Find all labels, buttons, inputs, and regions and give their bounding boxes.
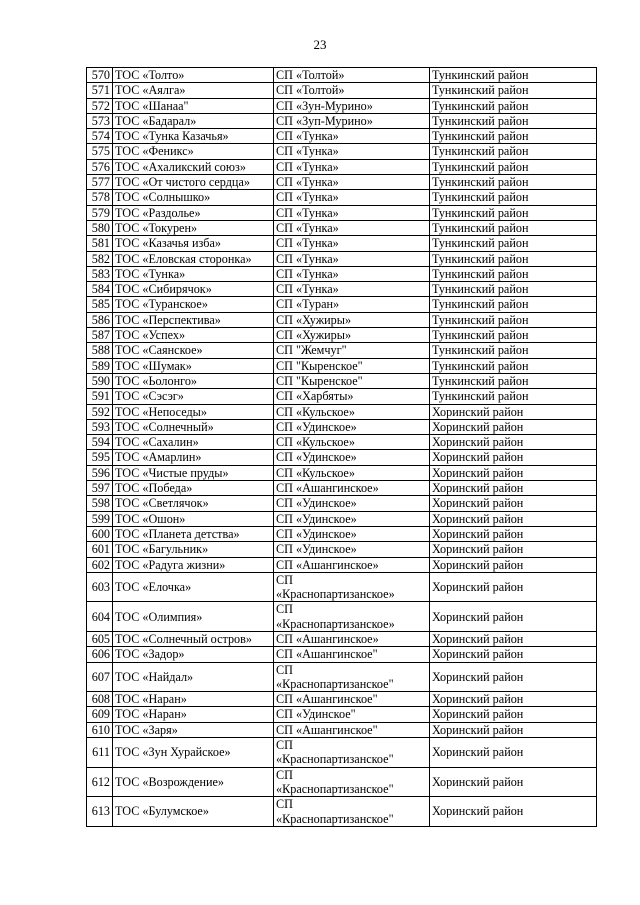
table-row: [87, 328, 597, 343]
row-number: 603: [87, 572, 113, 602]
settlement-name-line: СП «Хужиры»: [276, 312, 352, 327]
tos-name: ТОС «Победа»: [113, 481, 274, 496]
row-number: 597: [87, 481, 113, 496]
tos-name: ТОС «Амарлин»: [113, 450, 274, 465]
table-row: [87, 481, 597, 496]
tos-name: ТОС «Радуга жизни»: [113, 557, 274, 572]
district-name: Хоринский район: [430, 722, 597, 737]
tos-name: ТОС «Туранское»: [113, 297, 274, 312]
table-row: [87, 144, 597, 159]
settlement-name: [274, 205, 430, 220]
settlement-name-line: СП «Тунка»: [276, 129, 339, 144]
settlement-name: [274, 266, 430, 281]
row-number: 613: [87, 797, 113, 827]
tos-name: ТОС «Наран»: [113, 692, 274, 707]
settlement-name: [274, 738, 430, 768]
settlement-name: [274, 526, 430, 541]
settlement-name-line: СП «Тунка»: [276, 266, 339, 281]
settlement-name: [274, 98, 430, 113]
district-name: Хоринский район: [430, 542, 597, 557]
tos-name: ТОС «Булумское»: [113, 797, 274, 827]
settlement-name: [274, 297, 430, 312]
row-number: 611: [87, 738, 113, 768]
settlement-name-line: СП «Удинское": [276, 707, 356, 722]
settlement-name: [274, 450, 430, 465]
district-name: Хоринский район: [430, 435, 597, 450]
settlement-name: [274, 175, 430, 190]
tos-name: ТОС «Найдал»: [113, 662, 274, 692]
settlement-name-line: СП: [276, 738, 293, 753]
district-name: Тункинский район: [430, 297, 597, 312]
row-number: 604: [87, 602, 113, 632]
district-name: Тункинский район: [430, 373, 597, 388]
district-name: Хоринский район: [430, 738, 597, 768]
settlement-name: [274, 557, 430, 572]
settlement-name: [274, 496, 430, 511]
row-number: 607: [87, 662, 113, 692]
tos-name: ТОС «Заря»: [113, 722, 274, 737]
settlement-name-line: СП "Кыренское": [276, 358, 363, 373]
row-number: 601: [87, 542, 113, 557]
table-row: [87, 358, 597, 373]
settlement-name-line: СП «Удинское»: [276, 511, 357, 526]
settlement-name: [274, 220, 430, 235]
tos-name: ТОС «Сэсэг»: [113, 389, 274, 404]
row-number: 610: [87, 722, 113, 737]
tos-name: ТОС «Олимпия»: [113, 602, 274, 632]
tos-name: ТОС «Казачья изба»: [113, 236, 274, 251]
district-name: Тункинский район: [430, 175, 597, 190]
tos-name: ТОС «Возрождение»: [113, 767, 274, 797]
district-name: Тункинский район: [430, 190, 597, 205]
table-row: [87, 707, 597, 722]
tos-name: ТОС «Тунка»: [113, 266, 274, 281]
district-name: Хоринский район: [430, 496, 597, 511]
settlement-name-line: «Краснопартизанское»: [276, 616, 395, 631]
district-name: Хоринский район: [430, 526, 597, 541]
district-name: Хоринский район: [430, 572, 597, 602]
settlement-name: [274, 113, 430, 128]
table-row: [87, 175, 597, 190]
row-number: 586: [87, 312, 113, 327]
settlement-name-line: СП «Зун-Мурино»: [276, 98, 373, 113]
settlement-name: [274, 190, 430, 205]
tos-name: ТОС «Солнечный»: [113, 419, 274, 434]
row-number: 596: [87, 465, 113, 480]
table-body: [87, 68, 597, 827]
settlement-name-line: «Краснопартизанское": [276, 752, 394, 767]
tos-name: ТОС «Елочка»: [113, 572, 274, 602]
settlement-name-line: СП «Харбяты»: [276, 389, 354, 404]
table-row: [87, 767, 597, 797]
table-row: [87, 496, 597, 511]
settlement-name: [274, 328, 430, 343]
row-number: 574: [87, 129, 113, 144]
row-number: 592: [87, 404, 113, 419]
table-row: [87, 542, 597, 557]
table-row: [87, 282, 597, 297]
district-name: Тункинский район: [430, 68, 597, 83]
table-row: [87, 738, 597, 768]
settlement-name-line: СП: [276, 602, 293, 617]
settlement-name: [274, 389, 430, 404]
settlement-name-line: «Краснопартизанское": [276, 676, 394, 691]
settlement-name: [274, 144, 430, 159]
district-name: Хоринский район: [430, 404, 597, 419]
row-number: 594: [87, 435, 113, 450]
table-row: [87, 526, 597, 541]
settlement-name: [274, 68, 430, 83]
district-name: Тункинский район: [430, 266, 597, 281]
tos-name: ТОС «Чистые пруды»: [113, 465, 274, 480]
settlement-name-line: СП «Кульское»: [276, 465, 355, 480]
tos-name: ТОС «Перспектива»: [113, 312, 274, 327]
settlement-name-line: «Краснопартизанское": [276, 781, 394, 796]
district-name: Хоринский район: [430, 692, 597, 707]
tos-name: ТОС «Раздолье»: [113, 205, 274, 220]
row-number: 575: [87, 144, 113, 159]
district-name: Тункинский район: [430, 358, 597, 373]
settlement-name-line: СП "Кыренское": [276, 373, 363, 388]
district-name: Тункинский район: [430, 205, 597, 220]
settlement-name: [274, 404, 430, 419]
row-number: 587: [87, 328, 113, 343]
row-number: 581: [87, 236, 113, 251]
district-name: Тункинский район: [430, 98, 597, 113]
district-name: Тункинский район: [430, 312, 597, 327]
row-number: 591: [87, 389, 113, 404]
table-row: [87, 251, 597, 266]
table-row: [87, 68, 597, 83]
table-row: [87, 572, 597, 602]
settlement-name-line: СП «Зуп-Мурино»: [276, 113, 373, 128]
settlement-name-line: СП: [276, 767, 293, 782]
row-number: 593: [87, 419, 113, 434]
settlement-name-line: СП "Жемчуг": [276, 343, 347, 358]
settlement-name: [274, 542, 430, 557]
settlement-name-line: СП «Тунка»: [276, 159, 339, 174]
tos-name: ТОС «Еловская сторонка»: [113, 251, 274, 266]
settlement-name-line: СП «Туран»: [276, 297, 340, 312]
settlement-name: [274, 312, 430, 327]
settlement-name-line: СП: [276, 662, 293, 677]
row-number: 576: [87, 159, 113, 174]
table-row: [87, 190, 597, 205]
page-number: 23: [313, 37, 327, 52]
district-name: Тункинский район: [430, 251, 597, 266]
row-number: 612: [87, 767, 113, 797]
district-name: Тункинский район: [430, 389, 597, 404]
settlement-name: [274, 481, 430, 496]
tos-name: ТОС «Тунка Казачья»: [113, 129, 274, 144]
settlement-name-line: СП «Тунка»: [276, 190, 339, 205]
settlement-name-line: СП «Ашангинское": [276, 647, 378, 662]
district-name: Хоринский район: [430, 511, 597, 526]
table-row: [87, 220, 597, 235]
table-row: [87, 662, 597, 692]
settlement-name-line: СП «Тунка»: [276, 144, 339, 159]
table-row: [87, 83, 597, 98]
table-row: [87, 557, 597, 572]
settlement-name: [274, 647, 430, 662]
settlement-name-line: СП «Ашангинское»: [276, 481, 379, 496]
row-number: 583: [87, 266, 113, 281]
table-row: [87, 602, 597, 632]
settlement-name-line: «Краснопартизанское": [276, 811, 394, 826]
settlement-name-line: СП «Тунка»: [276, 251, 339, 266]
settlement-name: [274, 282, 430, 297]
district-name: Хоринский район: [430, 707, 597, 722]
tos-name: ТОС «Сахалин»: [113, 435, 274, 450]
tos-name: ТОС «Токурен»: [113, 220, 274, 235]
settlement-name: [274, 631, 430, 646]
settlement-name-line: СП «Тунка»: [276, 205, 339, 220]
settlement-name: [274, 83, 430, 98]
district-name: Хоринский район: [430, 557, 597, 572]
settlement-name: [274, 419, 430, 434]
district-name: Хоринский район: [430, 647, 597, 662]
row-number: 609: [87, 707, 113, 722]
tos-name: ТОС «Багульник»: [113, 542, 274, 557]
district-name: Хоринский район: [430, 419, 597, 434]
district-name: Тункинский район: [430, 83, 597, 98]
settlement-name-line: СП «Кульское»: [276, 435, 355, 450]
table-row: [87, 98, 597, 113]
table-row: [87, 435, 597, 450]
settlement-name-line: СП «Хужиры»: [276, 328, 352, 343]
settlement-name-line: СП «Ашангинское»: [276, 631, 379, 646]
settlement-name: [274, 767, 430, 797]
settlement-name: [274, 662, 430, 692]
table-row: [87, 389, 597, 404]
district-name: Хоринский район: [430, 797, 597, 827]
tos-name: ТОС «Зун Хурайское»: [113, 738, 274, 768]
tos-name: ТОС «Бадарал»: [113, 113, 274, 128]
table-row: [87, 511, 597, 526]
table-row: [87, 692, 597, 707]
row-number: 590: [87, 373, 113, 388]
table-row: [87, 647, 597, 662]
table-row: [87, 205, 597, 220]
settlement-name: [274, 692, 430, 707]
settlement-name: [274, 797, 430, 827]
tos-name: ТОС «От чистого сердца»: [113, 175, 274, 190]
tos-name: ТОС «Солнышко»: [113, 190, 274, 205]
table-row: [87, 343, 597, 358]
settlement-name-line: СП «Кульское»: [276, 404, 355, 419]
settlement-name: [274, 511, 430, 526]
table-row: [87, 297, 597, 312]
settlement-name-line: СП: [276, 572, 293, 587]
tos-name: ТОС «Наран»: [113, 707, 274, 722]
settlement-name: [274, 602, 430, 632]
row-number: 605: [87, 631, 113, 646]
settlement-name-line: СП «Удинское»: [276, 542, 357, 557]
tos-name: ТОС «Солнечный остров»: [113, 631, 274, 646]
table-row: [87, 236, 597, 251]
settlement-name: [274, 129, 430, 144]
row-number: 585: [87, 297, 113, 312]
tos-name: ТОС «Шумак»: [113, 358, 274, 373]
settlement-name-line: СП «Удинское»: [276, 496, 357, 511]
settlement-name-line: «Краснопартизанское»: [276, 587, 395, 602]
table-row: [87, 312, 597, 327]
district-name: Тункинский район: [430, 144, 597, 159]
settlement-name-line: СП «Толтой»: [276, 68, 345, 82]
settlement-name-line: СП «Тунка»: [276, 220, 339, 235]
settlement-name-line: СП «Ашангинское»: [276, 557, 379, 572]
settlement-name-line: СП «Тунка»: [276, 175, 339, 190]
district-name: Хоринский район: [430, 481, 597, 496]
row-number: 570: [87, 68, 113, 83]
tos-name: ТОС «Планета детства»: [113, 526, 274, 541]
row-number: 606: [87, 647, 113, 662]
row-number: 572: [87, 98, 113, 113]
district-name: Тункинский район: [430, 129, 597, 144]
row-number: 580: [87, 220, 113, 235]
settlement-name-line: СП «Ашангинское": [276, 692, 378, 707]
settlement-name-line: СП «Удинское»: [276, 526, 357, 541]
tos-name: ТОС «Ахаликский союз»: [113, 159, 274, 174]
district-name: Хоринский район: [430, 465, 597, 480]
table-row: [87, 113, 597, 128]
tos-name: ТОС «Толто»: [113, 68, 274, 83]
table-row: [87, 419, 597, 434]
row-number: 588: [87, 343, 113, 358]
tos-name: ТОС «Феникс»: [113, 144, 274, 159]
district-name: Хоринский район: [430, 767, 597, 797]
tos-name: ТОС «Саянское»: [113, 343, 274, 358]
row-number: 608: [87, 692, 113, 707]
table-row: [87, 159, 597, 174]
district-name: Хоринский район: [430, 662, 597, 692]
tos-name: ТОС «Ошон»: [113, 511, 274, 526]
row-number: 571: [87, 83, 113, 98]
row-number: 577: [87, 175, 113, 190]
table-row: [87, 129, 597, 144]
settlement-name: [274, 722, 430, 737]
table-row: [87, 404, 597, 419]
table-row: [87, 631, 597, 646]
district-name: Тункинский район: [430, 220, 597, 235]
row-number: 589: [87, 358, 113, 373]
row-number: 600: [87, 526, 113, 541]
settlement-name: [274, 358, 430, 373]
settlement-name: [274, 343, 430, 358]
tos-name: ТОС «Задор»: [113, 647, 274, 662]
district-name: Тункинский район: [430, 236, 597, 251]
table-row: [87, 450, 597, 465]
district-name: Тункинский район: [430, 328, 597, 343]
district-name: Хоринский район: [430, 602, 597, 632]
district-name: Тункинский район: [430, 113, 597, 128]
settlement-name: [274, 707, 430, 722]
tos-name: ТОС «Аялга»: [113, 83, 274, 98]
district-name: Тункинский район: [430, 159, 597, 174]
table-row: [87, 797, 597, 827]
settlement-name: [274, 236, 430, 251]
row-number: 582: [87, 251, 113, 266]
tos-name: ТОС «Сибирячок»: [113, 282, 274, 297]
settlement-name: [274, 572, 430, 602]
settlement-name: [274, 373, 430, 388]
settlement-name-line: СП: [276, 797, 293, 812]
row-number: 584: [87, 282, 113, 297]
settlement-name: [274, 465, 430, 480]
settlement-name-line: СП «Ашангинское": [276, 722, 378, 737]
table-row: [87, 373, 597, 388]
settlement-name-line: СП «Тунка»: [276, 236, 339, 251]
tos-name: ТОС «Ьолонго»: [113, 373, 274, 388]
district-name: Тункинский район: [430, 282, 597, 297]
row-number: 595: [87, 450, 113, 465]
table-row: [87, 465, 597, 480]
row-number: 579: [87, 205, 113, 220]
table-row: [87, 266, 597, 281]
tos-name: ТОС «Успех»: [113, 328, 274, 343]
row-number: 598: [87, 496, 113, 511]
settlement-name: [274, 159, 430, 174]
row-number: 573: [87, 113, 113, 128]
tos-name: ТОС «Шанаа": [113, 98, 274, 113]
settlement-name: [274, 251, 430, 266]
tos-registry-table: [86, 67, 597, 827]
settlement-name: [274, 435, 430, 450]
settlement-name-line: СП «Удинское»: [276, 450, 357, 465]
row-number: 602: [87, 557, 113, 572]
settlement-name-line: СП «Тунка»: [276, 282, 339, 297]
row-number: 599: [87, 511, 113, 526]
tos-name: ТОС «Непоседы»: [113, 404, 274, 419]
settlement-name-line: СП «Толтой»: [276, 83, 345, 98]
table-row: [87, 722, 597, 737]
tos-name: ТОС «Светлячок»: [113, 496, 274, 511]
row-number: 578: [87, 190, 113, 205]
district-name: Тункинский район: [430, 343, 597, 358]
district-name: Хоринский район: [430, 450, 597, 465]
district-name: Хоринский район: [430, 631, 597, 646]
settlement-name-line: СП «Удинское»: [276, 419, 357, 434]
